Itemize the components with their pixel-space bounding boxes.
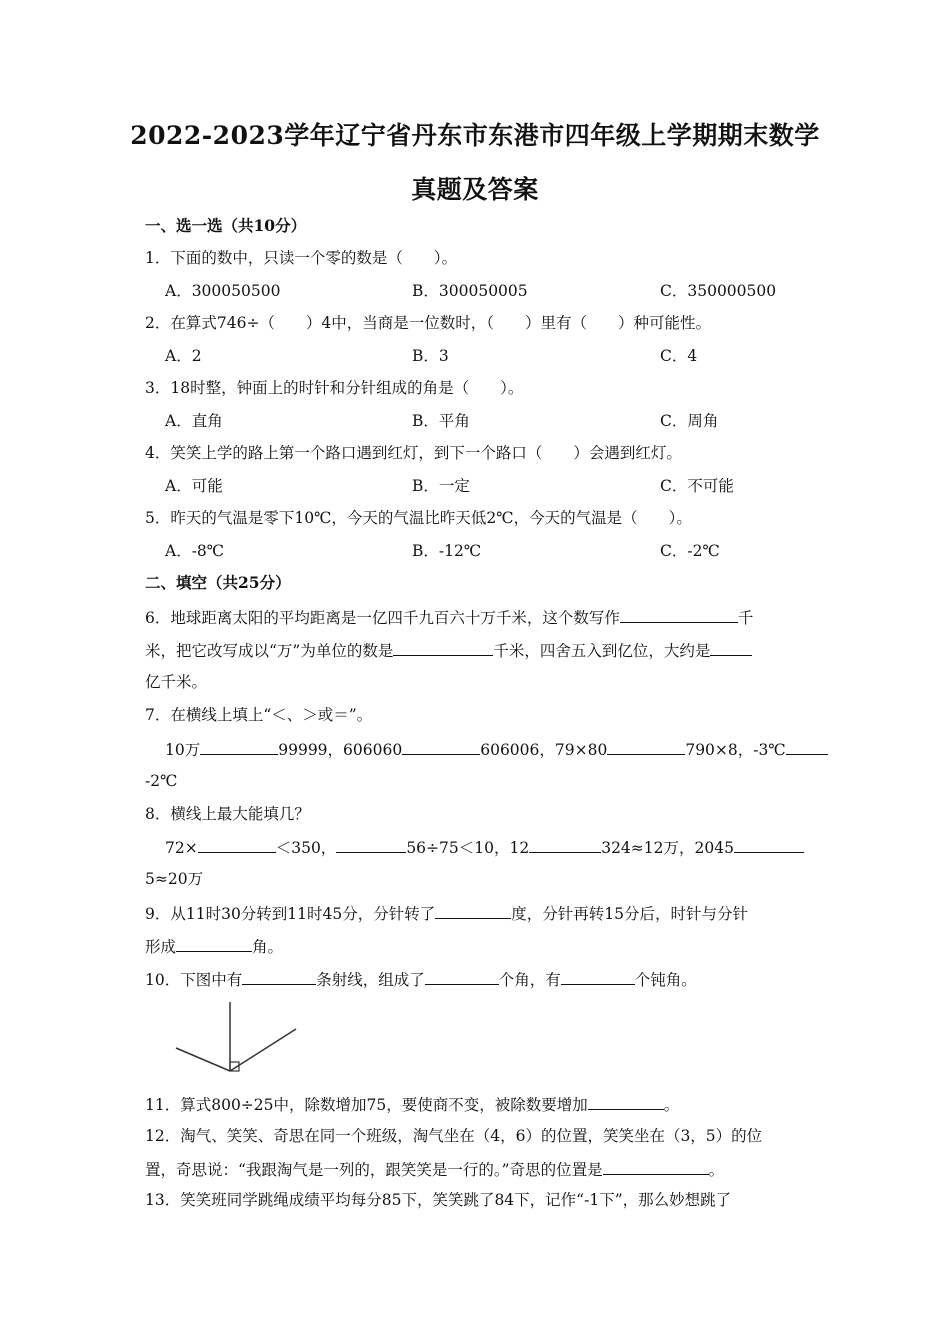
answer-blank[interactable] <box>620 606 738 623</box>
question-text: 11．算式800÷25中，除数增加75，要使商不变，被除数要增加 <box>145 1096 588 1114</box>
question-text: 4．笑笑上学的路上第一个路口遇到红灯，到下一个路口（ ）会遇到红灯。 <box>145 444 682 462</box>
answer-blank[interactable] <box>710 639 752 656</box>
question-line <box>145 1093 679 1115</box>
question-line <box>145 968 697 990</box>
question-text: 99999，606060 <box>278 741 403 759</box>
option-a: A．2 <box>165 347 202 365</box>
question-text: 置，奇思说：“我跟淘气是一列的，跟笑笑是一行的。”奇思的位置是 <box>145 1161 603 1179</box>
question-text: 12．淘气、笑笑、奇思在同一个班级，淘气坐在（4，6）的位置，笑笑坐在（3，5）的位 <box>145 1127 763 1145</box>
question-text: 个钝角。 <box>634 971 697 989</box>
question-line <box>165 738 828 760</box>
question-text: 角。 <box>252 938 284 956</box>
question-text: 3．18时整，钟面上的时针和分针组成的角是（ ）。 <box>145 379 524 397</box>
option-b: B．-12℃ <box>412 542 482 560</box>
ray-right <box>230 1029 296 1071</box>
question-text: 5≈20万 <box>145 870 204 888</box>
question-line <box>145 935 283 957</box>
question-text: 条射线，组成了 <box>316 971 425 989</box>
answer-blank[interactable] <box>402 738 480 755</box>
question-text: 亿千米。 <box>145 673 208 691</box>
question-text: 13．笑笑班同学跳绳成绩平均每分85下，笑笑跳了84下，记作“-1下”，那么妙想跳了 <box>145 1191 732 1209</box>
question-line <box>145 1158 724 1180</box>
answer-blank[interactable] <box>242 968 316 985</box>
question-text: 10万 <box>165 741 201 759</box>
option-a: A．可能 <box>165 477 223 495</box>
question-text: 形成 <box>145 938 177 956</box>
section-heading: 一、选一选（共10分） <box>145 216 307 235</box>
question-line <box>165 836 804 858</box>
question-text: 千米，四舍五入到亿位，大约是 <box>493 642 711 660</box>
option-c: C．-2℃ <box>660 542 720 560</box>
question-text: 790×8，-3℃ <box>685 741 786 759</box>
question-text: 324≈12万，2045 <box>601 839 734 857</box>
answer-blank[interactable] <box>425 968 499 985</box>
option-b: B．平角 <box>412 412 470 430</box>
question-text: 5．昨天的气温是零下10℃，今天的气温比昨天低2℃，今天的气温是（ ）。 <box>145 509 692 527</box>
answer-blank[interactable] <box>603 1158 709 1175</box>
answer-blank[interactable] <box>198 836 276 853</box>
option-b: B．300050005 <box>412 282 528 300</box>
ray-left <box>176 1048 230 1071</box>
question-line <box>145 606 753 628</box>
question-text: -2℃ <box>145 772 178 790</box>
question-text: 千 <box>737 609 754 627</box>
option-b: B．一定 <box>412 477 470 495</box>
question-text: 7．在横线上填上“＜、＞或＝”。 <box>145 706 373 724</box>
question-text: ＜350， <box>275 839 337 857</box>
document-title-line1: 2022-2023学年辽宁省丹东市东港市四年级上学期期末数学 <box>130 121 820 150</box>
option-c: C．4 <box>660 347 698 365</box>
option-a: A．300050500 <box>165 282 281 300</box>
question-text: 2．在算式746÷（ ）4中，当商是一位数时，（ ）里有（ ）种可能性。 <box>145 314 712 332</box>
answer-blank[interactable] <box>435 902 511 919</box>
answer-blank[interactable] <box>561 968 635 985</box>
answer-blank[interactable] <box>529 836 601 853</box>
option-c: C．350000500 <box>660 282 777 300</box>
rays-angle-figure <box>172 998 306 1076</box>
answer-blank[interactable] <box>200 738 278 755</box>
answer-blank[interactable] <box>786 738 828 755</box>
question-text: 个角，有 <box>498 971 561 989</box>
question-text: 度，分针再转15分后，时针与分针 <box>511 905 748 923</box>
answer-blank[interactable] <box>588 1093 664 1110</box>
question-text: 米，把它改写成以“万”为单位的数是 <box>145 642 394 660</box>
question-text: 72× <box>165 839 198 857</box>
question-text: 8．横线上最大能填几？ <box>145 805 310 823</box>
question-text: 1．下面的数中，只读一个零的数是（ ）。 <box>145 249 458 267</box>
question-text: 10．下图中有 <box>145 971 243 989</box>
option-c: C．不可能 <box>660 477 734 495</box>
answer-blank[interactable] <box>607 738 685 755</box>
question-text: 9．从11时30分转到11时45分，分针转了 <box>145 905 436 923</box>
question-text: 6．地球距离太阳的平均距离是一亿四千九百六十万千米，这个数写作 <box>145 609 620 627</box>
question-line <box>145 639 752 661</box>
option-b: B．3 <box>412 347 449 365</box>
answer-blank[interactable] <box>176 935 252 952</box>
section-heading: 二、填空（共25分） <box>145 573 291 592</box>
answer-blank[interactable] <box>734 836 804 853</box>
option-c: C．周角 <box>660 412 719 430</box>
answer-blank[interactable] <box>393 639 493 656</box>
option-a: A．-8℃ <box>165 542 225 560</box>
question-text: 。 <box>708 1161 725 1179</box>
question-text: 56÷75＜10，12 <box>406 839 530 857</box>
answer-blank[interactable] <box>336 836 406 853</box>
question-text: 606006，79×80 <box>480 741 608 759</box>
question-line <box>145 902 748 924</box>
option-a: A．直角 <box>165 412 223 430</box>
question-text: 。 <box>663 1096 680 1114</box>
document-title-line2: 真题及答案 <box>411 175 539 204</box>
